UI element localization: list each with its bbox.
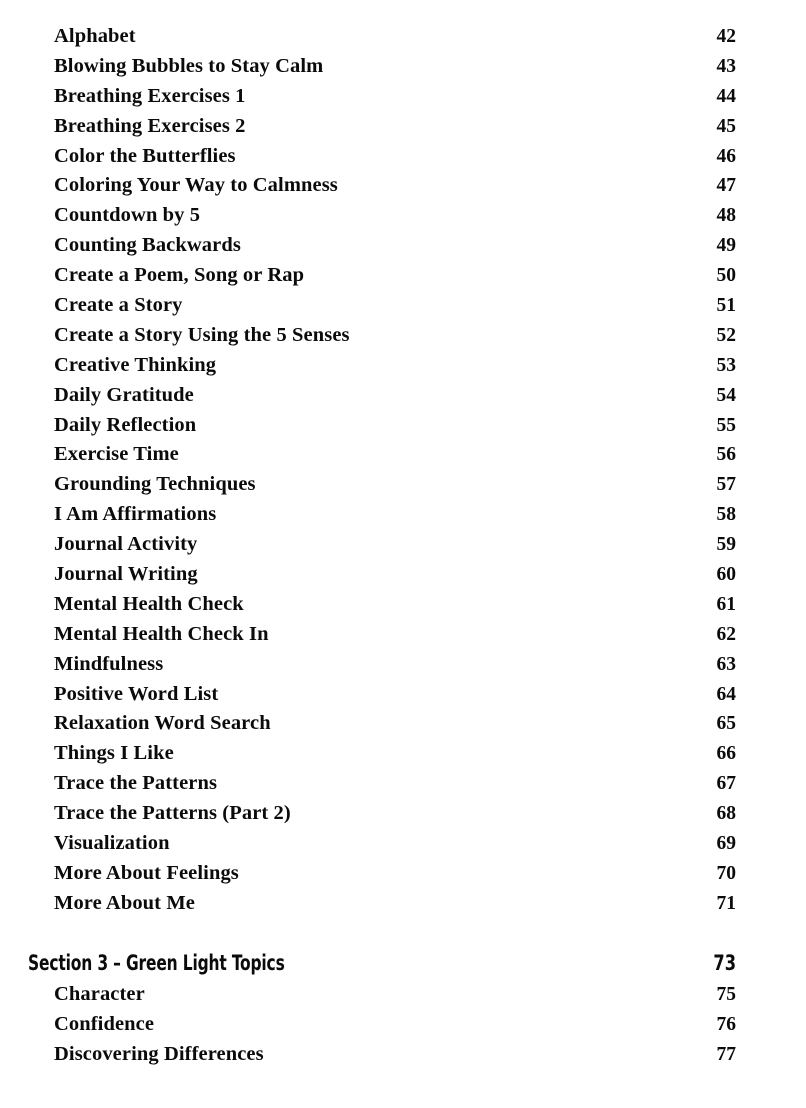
- toc-entry-page-number: 52: [716, 324, 736, 346]
- toc-entry-row[interactable]: [28, 829, 736, 859]
- toc-entry-title: More About Feelings: [54, 861, 239, 884]
- toc-entry-page-number: 44: [716, 85, 736, 107]
- toc-entry-row[interactable]: [28, 411, 736, 441]
- toc-entry-page-number: 48: [716, 205, 736, 227]
- toc-entry-title: Grounding Techniques: [54, 473, 256, 496]
- toc-entry-page-number: 58: [716, 504, 736, 526]
- toc-entry-page-number: 69: [716, 833, 736, 855]
- toc-entry-page-number: 49: [716, 235, 736, 257]
- toc-entry-page-number: 62: [716, 623, 736, 645]
- toc-entry-page-number: 43: [716, 55, 736, 77]
- toc-entry-row[interactable]: [28, 321, 736, 351]
- toc-entry-title: Mindfulness: [54, 652, 164, 675]
- toc-entry-page-number: 54: [716, 384, 736, 406]
- toc-entry-row[interactable]: [28, 769, 736, 799]
- toc-entry-page-number: 57: [716, 474, 736, 496]
- toc-entry-row[interactable]: [28, 709, 736, 739]
- toc-entry-page-number: 64: [716, 683, 736, 705]
- toc-entry-row[interactable]: [28, 112, 736, 142]
- toc-entry-title: Creative Thinking: [54, 353, 217, 376]
- toc-entry-title: Counting Backwards: [54, 234, 241, 257]
- toc-section-title: Section 3 – Green Light Topics: [28, 950, 285, 975]
- toc-entry-row[interactable]: [28, 980, 736, 1010]
- toc-entry-row[interactable]: [28, 351, 736, 381]
- toc-entry-title: Visualization: [54, 832, 170, 855]
- toc-entry-page-number: 65: [716, 713, 736, 735]
- toc-entry-page-number: 50: [716, 265, 736, 287]
- toc-entry-page-number: 66: [716, 743, 736, 765]
- toc-entry-title: Daily Gratitude: [54, 383, 194, 406]
- toc-entry-title: Things I Like: [54, 742, 174, 765]
- toc-entry-row[interactable]: [28, 22, 736, 52]
- toc-entry-title: Daily Reflection: [54, 413, 197, 436]
- toc-entry-page-number: 76: [716, 1013, 736, 1035]
- toc-entry-row[interactable]: [28, 799, 736, 829]
- toc-entry-title: Mental Health Check In: [54, 622, 269, 645]
- toc-entry-title: Countdown by 5: [54, 204, 201, 227]
- toc-entry-page-number: 60: [716, 564, 736, 586]
- toc-entry-row[interactable]: [28, 1010, 736, 1040]
- toc-entry-page-number: 77: [716, 1043, 736, 1065]
- toc-section-row[interactable]: [28, 946, 736, 980]
- toc-entry-title: Blowing Bubbles to Stay Calm: [54, 54, 324, 77]
- toc-entry-page-number: 67: [716, 773, 736, 795]
- toc-entry-row[interactable]: [28, 171, 736, 201]
- toc-entry-row[interactable]: [28, 201, 736, 231]
- toc-entry-title: More About Me: [54, 891, 195, 914]
- toc-entry-row[interactable]: [28, 381, 736, 411]
- toc-entry-page-number: 70: [716, 862, 736, 884]
- toc-entry-title: Relaxation Word Search: [54, 712, 271, 735]
- toc-entry-row[interactable]: [28, 1040, 736, 1070]
- toc-entry-title: I Am Affirmations: [54, 503, 217, 526]
- toc-entry-page-number: 46: [716, 145, 736, 167]
- toc-entry-page-number: 68: [716, 803, 736, 825]
- toc-entry-title: Create a Story Using the 5 Senses: [54, 323, 350, 346]
- toc-entry-row[interactable]: [28, 500, 736, 530]
- toc-entry-title: Breathing Exercises 2: [54, 114, 246, 137]
- toc-entry-title: Exercise Time: [54, 443, 179, 466]
- toc-entry-row[interactable]: [28, 560, 736, 590]
- toc-entry-row[interactable]: [28, 620, 736, 650]
- toc-entry-page-number: 42: [716, 26, 736, 47]
- toc-entry-row[interactable]: [28, 440, 736, 470]
- toc-entry-row[interactable]: [28, 291, 736, 321]
- toc-section-page-number: 73: [713, 950, 736, 975]
- toc-entry-page-number: 56: [716, 444, 736, 466]
- toc-entry-page-number: 63: [716, 653, 736, 675]
- toc-entry-title: Coloring Your Way to Calmness: [54, 174, 338, 197]
- toc-entry-row[interactable]: [28, 52, 736, 82]
- toc-entry-row[interactable]: [28, 590, 736, 620]
- toc-entry-title: Character: [54, 982, 145, 1005]
- toc-entry-title: Journal Writing: [54, 563, 198, 586]
- toc-entry-row[interactable]: [28, 859, 736, 889]
- toc-entry-row[interactable]: [28, 650, 736, 680]
- toc-entry-row[interactable]: [28, 470, 736, 500]
- toc-entry-page-number: 71: [716, 892, 736, 914]
- toc-entry-page-number: 47: [716, 175, 736, 197]
- toc-entry-title: Mental Health Check: [54, 592, 244, 615]
- toc-entry-page-number: 61: [716, 593, 736, 615]
- toc-entry-row[interactable]: [28, 82, 736, 112]
- toc-entry-title: Journal Activity: [54, 533, 198, 556]
- toc-entry-title: Positive Word List: [54, 682, 219, 705]
- toc-entry-title: Create a Story: [54, 294, 183, 317]
- toc-entry-title: Color the Butterflies: [54, 144, 236, 167]
- section-spacer: [28, 919, 736, 946]
- toc-entry-title: Create a Poem, Song or Rap: [54, 264, 305, 287]
- toc-entry-row[interactable]: [28, 889, 736, 919]
- table-of-contents-list: [28, 22, 736, 1069]
- toc-entry-title: Discovering Differences: [54, 1042, 264, 1065]
- toc-entry-title: Trace the Patterns (Part 2): [54, 802, 291, 825]
- toc-entry-title: Confidence: [54, 1012, 155, 1035]
- toc-entry-row[interactable]: [28, 231, 736, 261]
- toc-entry-page-number: 53: [716, 354, 736, 376]
- toc-entry-row[interactable]: [28, 739, 736, 769]
- toc-entry-row[interactable]: [28, 530, 736, 560]
- toc-entry-row[interactable]: [28, 142, 736, 172]
- toc-entry-row[interactable]: [28, 261, 736, 291]
- toc-entry-page-number: 75: [716, 983, 736, 1005]
- toc-entry-page-number: 59: [716, 534, 736, 556]
- toc-entry-title: Breathing Exercises 1: [54, 84, 246, 107]
- toc-entry-title: Trace the Patterns: [54, 772, 218, 795]
- toc-entry-page-number: 55: [716, 414, 736, 436]
- toc-entry-title: Alphabet: [54, 25, 136, 47]
- toc-entry-page-number: 45: [716, 115, 736, 137]
- toc-entry-page-number: 51: [716, 295, 736, 317]
- toc-entry-row[interactable]: [28, 680, 736, 710]
